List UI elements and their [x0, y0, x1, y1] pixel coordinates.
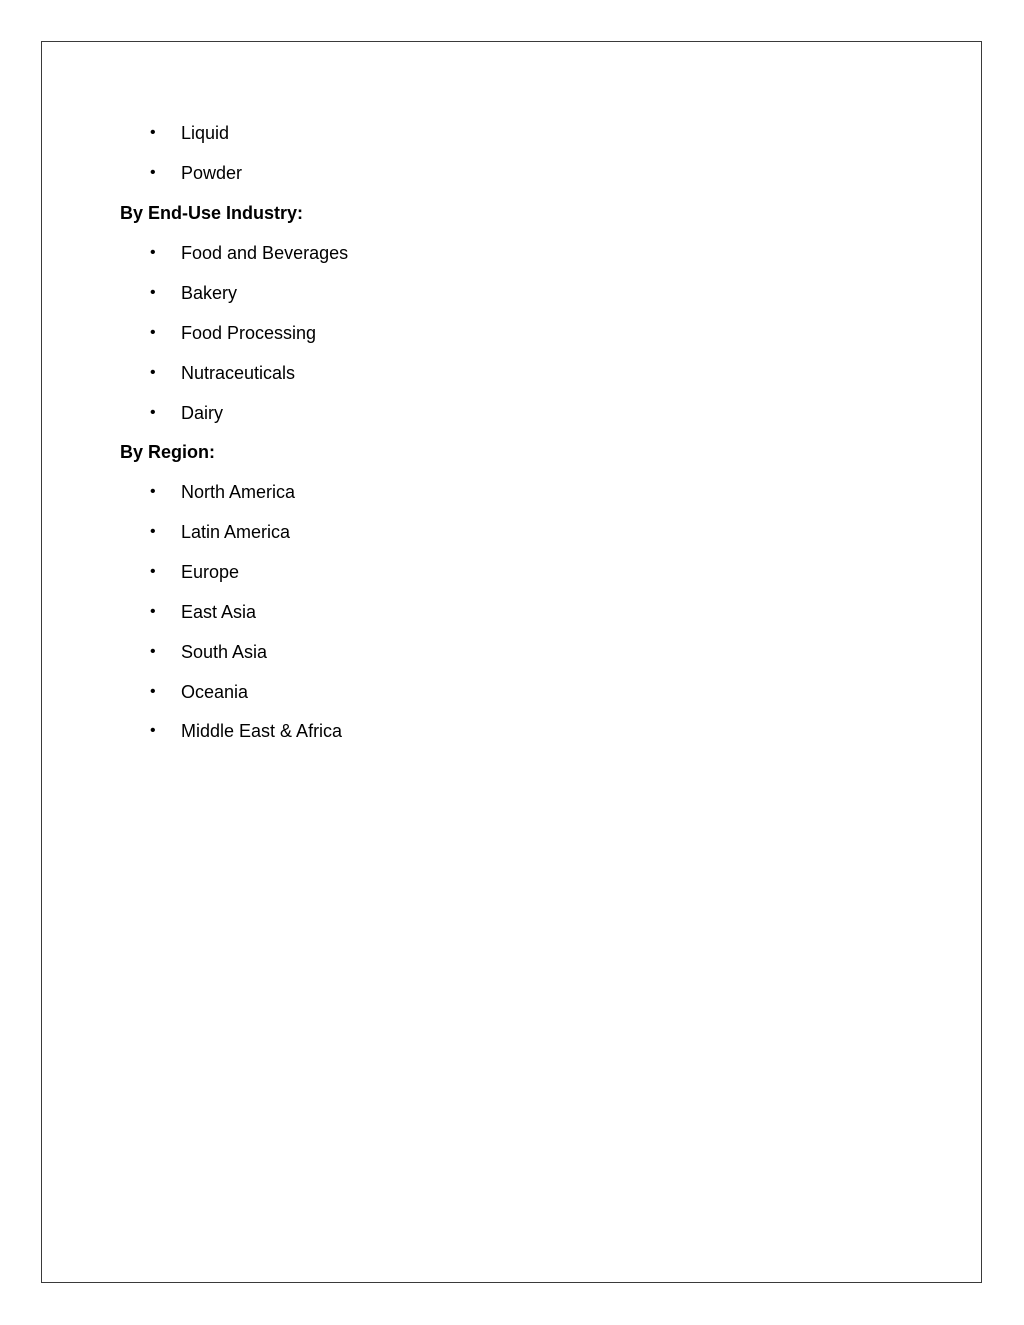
list-item-text: Food Processing: [181, 323, 317, 343]
list-item-text: Nutraceuticals: [181, 363, 296, 383]
bullet-icon: •: [150, 483, 156, 500]
list-item-text: Latin America: [181, 522, 291, 542]
list-item: [150, 122, 229, 144]
bullet-icon: •: [150, 603, 156, 620]
list-item: [150, 162, 242, 184]
section-heading-region: By Region:: [120, 442, 216, 462]
list-item-text: Powder: [181, 163, 243, 183]
list-item-text: Food and Beverages: [181, 243, 349, 263]
bullet-icon: •: [150, 164, 156, 181]
bullet-icon: •: [150, 364, 156, 381]
bullet-icon: •: [150, 722, 156, 739]
bullet-icon: •: [150, 563, 156, 580]
bullet-icon: •: [150, 284, 156, 301]
list-item-text: Bakery: [181, 283, 238, 303]
list-item: [150, 402, 223, 424]
list-item: [150, 681, 248, 703]
bullet-icon: •: [150, 643, 156, 660]
list-item: [150, 561, 239, 583]
list-item: [150, 601, 256, 623]
list-item-text: Oceania: [181, 682, 249, 702]
list-item-text: South Asia: [181, 642, 268, 662]
bullet-icon: •: [150, 324, 156, 341]
bullet-icon: •: [150, 244, 156, 261]
list-item: [150, 481, 295, 503]
section-heading-end-use: By End-Use Industry:: [120, 203, 304, 223]
bullet-icon: •: [150, 124, 156, 141]
list-item: [150, 282, 237, 304]
list-item: [150, 641, 267, 663]
bullet-icon: •: [150, 404, 156, 421]
list-item: [150, 720, 342, 742]
list-item-text: Dairy: [181, 403, 224, 423]
list-item-text: East Asia: [181, 602, 257, 622]
list-item: [150, 362, 295, 384]
list-item-text: Europe: [181, 562, 240, 582]
bullet-icon: •: [150, 683, 156, 700]
bullet-icon: •: [150, 523, 156, 540]
list-item-text: Middle East & Africa: [181, 721, 343, 741]
list-item-text: North America: [181, 482, 296, 502]
list-item: [150, 242, 348, 264]
list-item: [150, 322, 316, 344]
list-item-text: Liquid: [181, 123, 230, 143]
list-item: [150, 521, 290, 543]
